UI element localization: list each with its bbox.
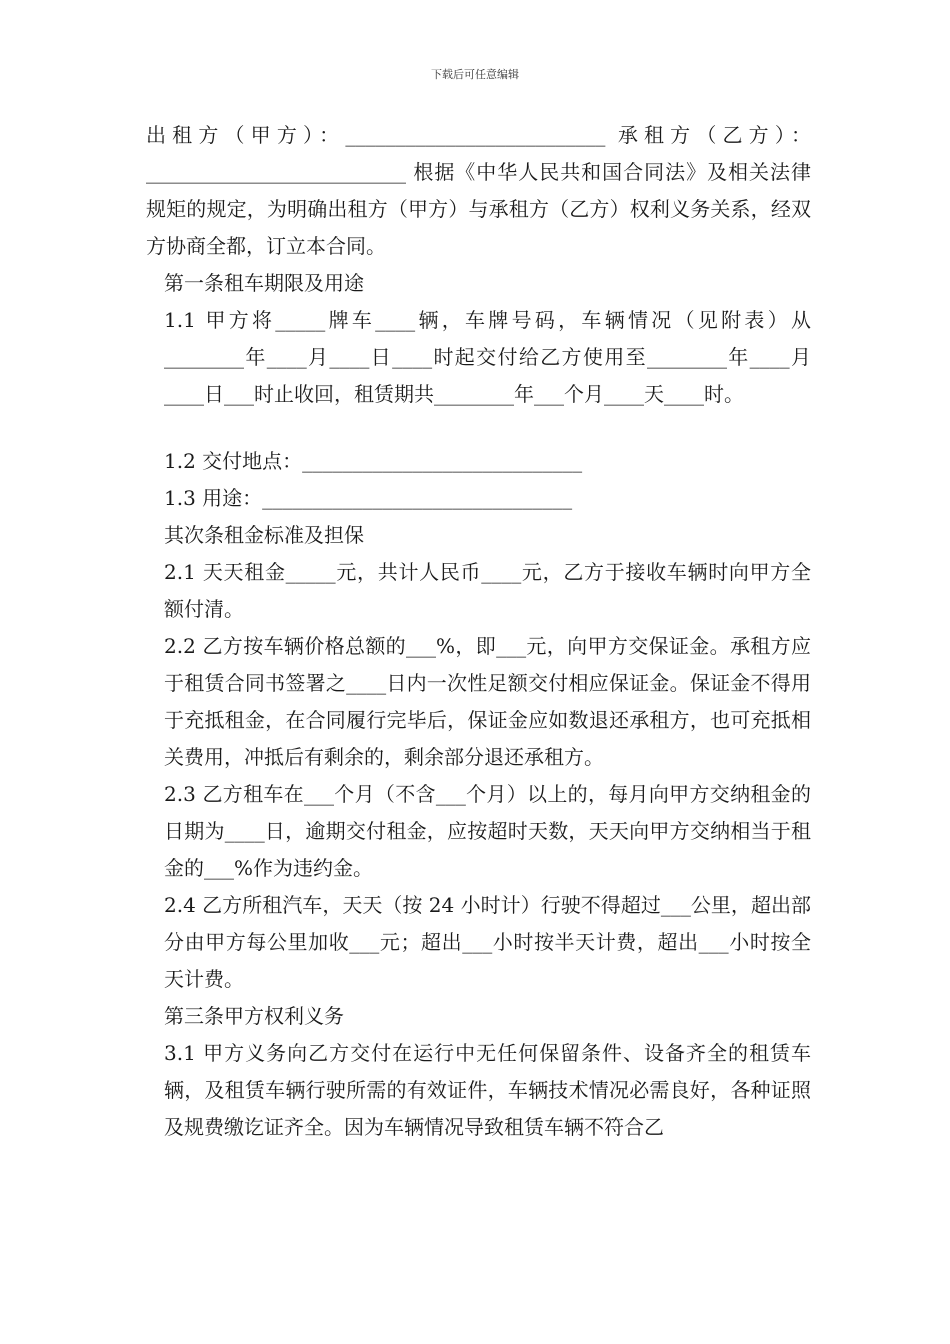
spacer <box>146 413 811 443</box>
clause-2-1: 2.1 天天租金_____元，共计人民币____元，乙方于接收车辆时向甲方全额付清。 <box>164 560 811 621</box>
section-heading-1: 第一条租车期限及用途 <box>164 271 364 295</box>
section-heading-2: 其次条租金标准及担保 <box>164 523 364 547</box>
clause-1-2: 1.2 交付地点：____________________________ <box>164 449 583 473</box>
paragraph-parties: 出租方（甲方）：__________________________ 承租方（乙方）：__________________________ 根据《中华人民共和国合同法》及相关法律规矩的规定，为明确出租方（甲方）与承租方（乙方）权利义务关系，经双方协商全都，订立本合同。 <box>146 123 811 258</box>
section-heading-3: 第三条甲方权利义务 <box>164 1004 344 1028</box>
clause-2-2: 2.2 乙方按车辆价格总额的___%，即___元，向甲方交保证金。承租方应于租赁合同书签署之____日内一次性足额交付相应保证金。保证金不得用于充抵租金，在合同履行完毕后，保证金应如数退还承租方，也可充抵相关费用，冲抵后有剩余的，剩余部分退还承租方。 <box>164 634 811 769</box>
clause-1-3: 1.3 用途：_______________________________ <box>164 486 573 510</box>
clause-3-1: 3.1 甲方义务向乙方交付在运行中无任何保留条件、设备齐全的租赁车辆，及租赁车辆行驶所需的有效证件，车辆技术情况必需良好，各种证照及规费缴讫证齐全。因为车辆情况导致租赁车辆不符合乙 <box>164 1041 811 1139</box>
contract-body <box>146 117 811 1146</box>
page-header-note: 下载后可任意编辑 <box>431 68 519 81</box>
clause-2-4: 2.4 乙方所租汽车，天天（按 24 小时计）行驶不得超过___公里，超出部分由甲方每公里加收___元；超出___小时按半天计费，超出___小时按全天计费。 <box>164 893 811 991</box>
clause-2-3: 2.3 乙方租车在___个月（不含___个月）以上的，每月向甲方交纳租金的日期为____日，逾期交付租金，应按超时天数，天天向甲方交纳相当于租金的___%作为违约金。 <box>164 782 811 880</box>
clause-1-1: 1.1 甲方将_____牌车____辆，车牌号码，车辆情况（见附表）从________年____月____日____时起交付给乙方使用至________年____月____日___时止收回，租赁期共________年___个月____天____时。 <box>164 308 811 406</box>
